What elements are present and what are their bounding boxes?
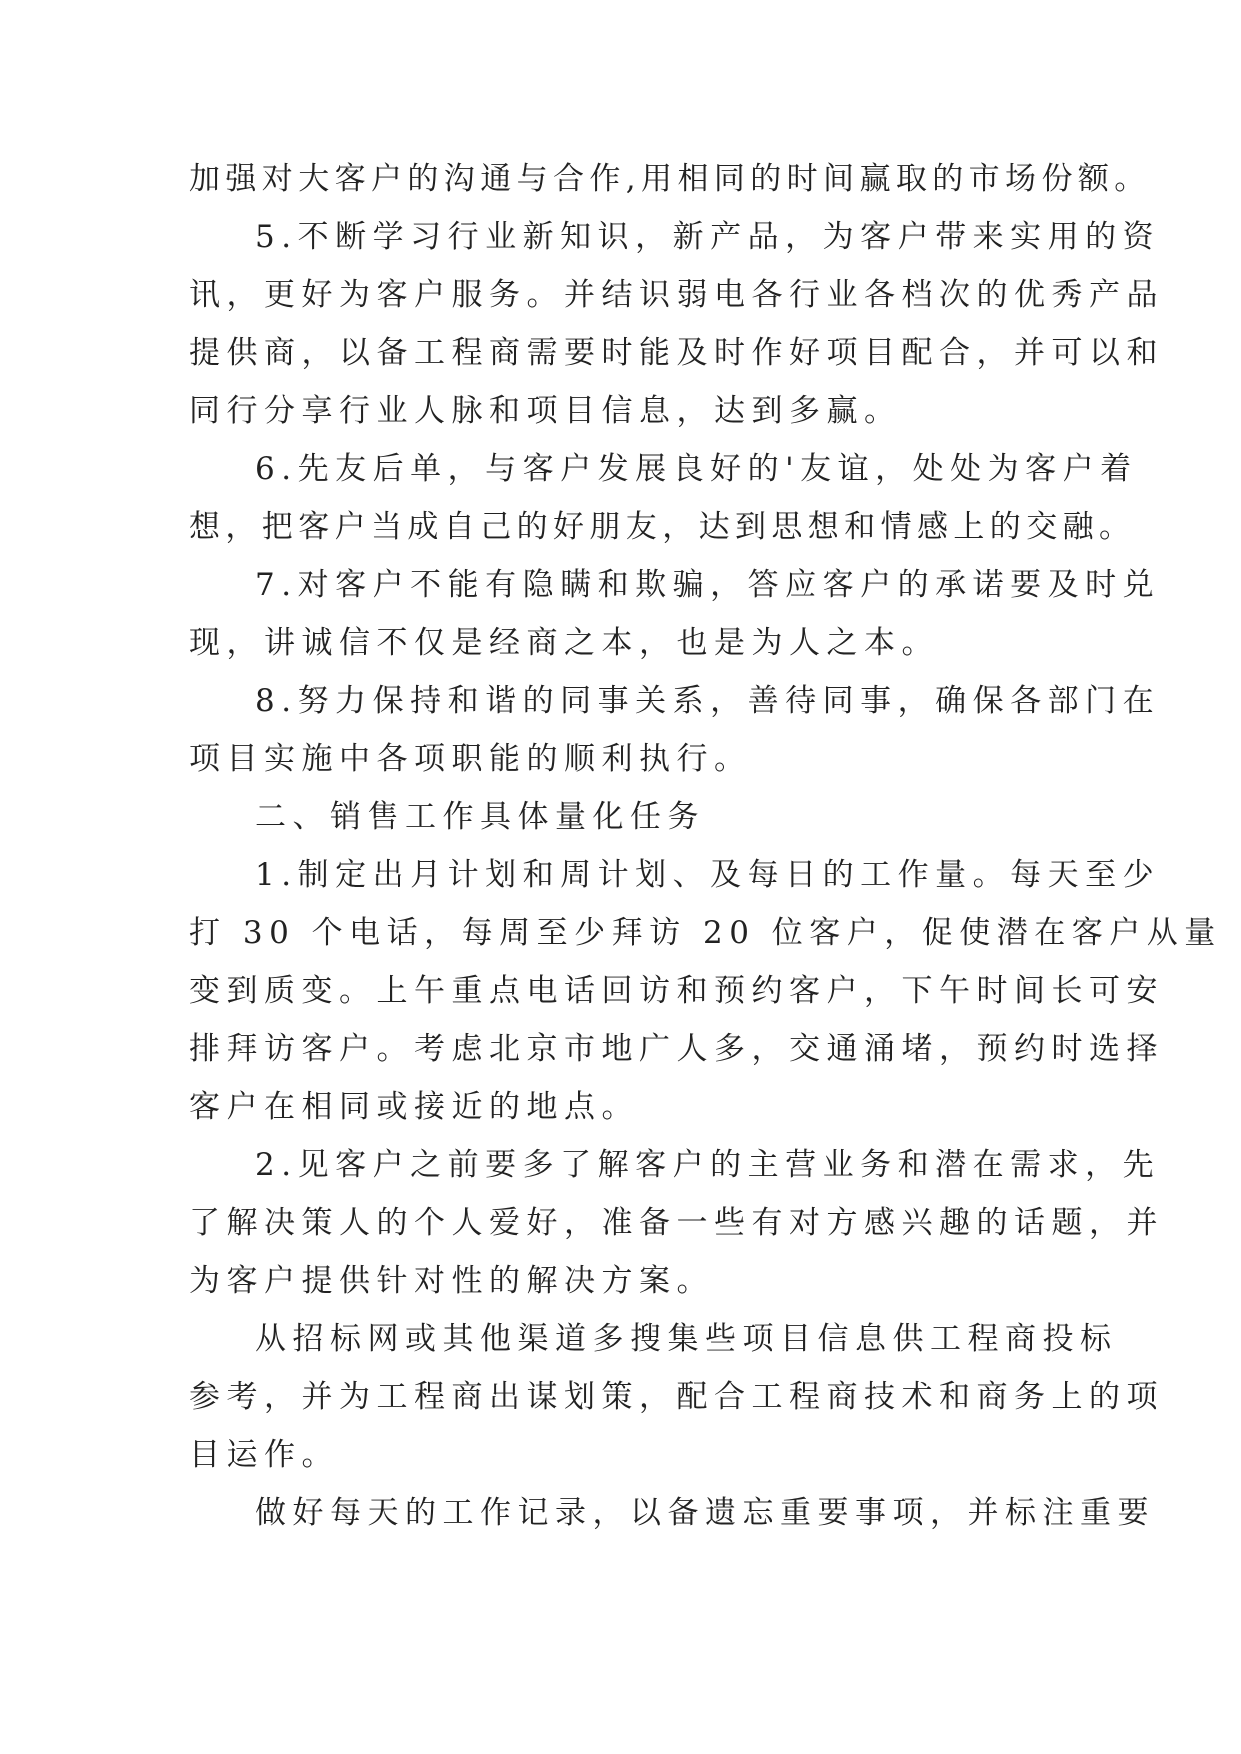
paragraph-first-line: 从招标网或其他渠道多搜集些项目信息供工程商投标 — [255, 1321, 1118, 1357]
paragraph-first-line: 做好每天的工作记录，以备遗忘重要事项，并标注重要 — [255, 1495, 1155, 1531]
text-line: 排拜访客户。考虑北京市地广人多，交通涌堵，预约时选择 — [189, 1031, 1164, 1067]
text-line: 客户在相同或接近的地点。 — [189, 1089, 639, 1125]
text-line: 参考，并为工程商出谋划策，配合工程商技术和商务上的项 — [189, 1379, 1164, 1415]
text-line: 讯，更好为客户服务。并结识弱电各行业各档次的优秀产品 — [189, 277, 1164, 313]
paragraph-first-line: 6.先友后单，与客户发展良好的'友谊，处处为客户着 — [255, 451, 1138, 487]
text-line: 项目实施中各项职能的顺利执行。 — [189, 741, 752, 777]
text-line: 为客户提供针对性的解决方案。 — [189, 1263, 714, 1299]
text-line: 现，讲诚信不仅是经商之本，也是为人之本。 — [189, 625, 939, 661]
text-line: 打 30 个电话，每周至少拜访 20 位客户，促使潜在客户从量 — [189, 915, 1222, 951]
text-line: 同行分享行业人脉和项目信息，达到多赢。 — [189, 393, 902, 429]
section-heading: 二、销售工作具体量化任务 — [255, 799, 705, 835]
paragraph-first-line: 7.对客户不能有隐瞒和欺骗，答应客户的承诺要及时兑 — [255, 567, 1161, 603]
paragraph-first-line: 2.见客户之前要多了解客户的主营业务和潜在需求，先 — [255, 1147, 1161, 1183]
paragraph-first-line: 8.努力保持和谐的同事关系，善待同事，确保各部门在 — [255, 683, 1161, 719]
text-line: 提供商，以备工程商需要时能及时作好项目配合，并可以和 — [189, 335, 1164, 371]
paragraph-first-line: 1.制定出月计划和周计划、及每日的工作量。每天至少 — [255, 857, 1161, 893]
text-line: 加强对大客户的沟通与合作,用相同的时间赢取的市场份额。 — [189, 161, 1151, 197]
document-body — [189, 150, 1222, 1542]
text-line: 变到质变。上午重点电话回访和预约客户，下午时间长可安 — [189, 973, 1164, 1009]
paragraph-first-line: 5.不断学习行业新知识，新产品，为客户带来实用的资 — [255, 219, 1161, 255]
text-line: 了解决策人的个人爱好，准备一些有对方感兴趣的话题，并 — [189, 1205, 1164, 1241]
text-line: 想，把客户当成自己的好朋友，达到思想和情感上的交融。 — [189, 509, 1136, 545]
text-line: 目运作。 — [189, 1437, 339, 1473]
